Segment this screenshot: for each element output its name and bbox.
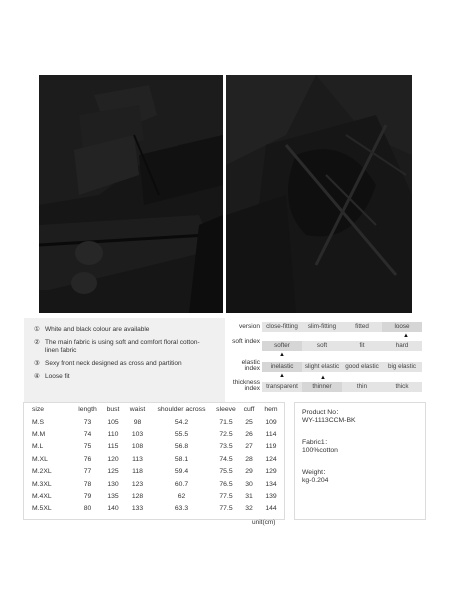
scale-options bbox=[262, 341, 422, 351]
header-size: size bbox=[32, 406, 45, 413]
scale-marker-icon: ▲ bbox=[279, 352, 285, 358]
feature-item bbox=[34, 360, 221, 368]
feature-text: The main fabric is using soft and comfort floral cotton-linen fabric bbox=[45, 339, 200, 354]
table-cell: 78 bbox=[83, 480, 92, 488]
table-cell: 29 bbox=[245, 468, 253, 476]
header-cuff: cuff bbox=[243, 406, 255, 413]
feature-number: ③ bbox=[34, 360, 40, 367]
scale-option: slim-fitting bbox=[307, 323, 337, 330]
feature-item bbox=[34, 326, 221, 334]
table-row bbox=[24, 453, 284, 465]
table-cell: M.XL bbox=[32, 455, 48, 463]
table-cell: M.S bbox=[32, 418, 45, 426]
product-number-label: Product No： bbox=[302, 409, 343, 416]
table-cell: 74.5 bbox=[219, 455, 233, 463]
feature-number: ① bbox=[34, 326, 40, 333]
table-cell: 105 bbox=[107, 418, 119, 426]
feature-text: White and black colour are available bbox=[45, 326, 150, 333]
table-cell: 25 bbox=[245, 418, 253, 426]
table-cell: 72.5 bbox=[219, 431, 233, 439]
table-cell: 79 bbox=[83, 493, 92, 501]
scale-option: hard bbox=[395, 342, 409, 349]
product-info-box bbox=[294, 402, 426, 520]
table-cell: 103 bbox=[131, 431, 144, 439]
scale-option: soft bbox=[316, 342, 328, 349]
product-number bbox=[302, 409, 425, 425]
product-fabric bbox=[302, 439, 425, 455]
table-cell: 60.7 bbox=[174, 480, 189, 488]
table-cell: 32 bbox=[245, 505, 253, 513]
table-cell: 80 bbox=[83, 505, 92, 513]
neck-detail-image bbox=[226, 75, 412, 313]
table-cell: 120 bbox=[107, 455, 119, 463]
table-cell: 54.2 bbox=[174, 418, 189, 426]
table-cell: 110 bbox=[107, 431, 119, 439]
sleeve-detail-image bbox=[39, 75, 223, 313]
table-row bbox=[24, 503, 284, 515]
table-cell: 56.8 bbox=[174, 443, 189, 451]
scale-option: big elastic bbox=[387, 363, 416, 370]
feature-number: ④ bbox=[34, 373, 40, 380]
scale-soft-index bbox=[230, 338, 425, 359]
table-cell: 55.5 bbox=[174, 431, 189, 439]
weight-value: kg-0.204 bbox=[302, 477, 329, 484]
table-row bbox=[24, 478, 284, 490]
table-cell: 26 bbox=[245, 431, 253, 439]
size-table-body bbox=[24, 416, 284, 515]
table-cell: 77 bbox=[83, 468, 92, 476]
sleeve-detail-photo bbox=[39, 75, 223, 313]
feature-item bbox=[34, 373, 221, 381]
table-cell: 115 bbox=[107, 443, 119, 451]
size-table-header bbox=[24, 403, 284, 416]
feature-number: ② bbox=[34, 339, 40, 346]
table-cell: 109 bbox=[265, 418, 277, 426]
table-row bbox=[24, 428, 284, 440]
scale-marker-icon: ▲ bbox=[279, 373, 285, 379]
header-bust: bust bbox=[106, 406, 120, 413]
scale-option: close-fitting bbox=[266, 323, 298, 330]
scale-options bbox=[262, 322, 422, 332]
table-cell: 62 bbox=[177, 493, 186, 501]
table-cell: 114 bbox=[265, 431, 277, 439]
table-cell: M.M bbox=[32, 431, 46, 439]
table-cell: 59.4 bbox=[174, 468, 189, 476]
table-cell: 130 bbox=[107, 480, 119, 488]
table-cell: 76.5 bbox=[219, 480, 233, 488]
scale-option: thinner bbox=[302, 382, 342, 392]
table-cell: 125 bbox=[107, 468, 119, 476]
feature-text: Sexy front neck designed as cross and partition bbox=[45, 360, 182, 367]
scale-label: thickness index bbox=[232, 379, 260, 392]
table-cell: M.4XL bbox=[32, 493, 52, 501]
size-table bbox=[23, 402, 285, 520]
table-cell: 75.5 bbox=[219, 468, 233, 476]
table-cell: 63.3 bbox=[174, 505, 189, 513]
table-cell: 31 bbox=[245, 493, 253, 501]
scale-label: elastic index bbox=[241, 359, 260, 372]
table-cell: 73.5 bbox=[219, 443, 233, 451]
header-sleeve: sleeve bbox=[216, 406, 236, 413]
scale-option: fit bbox=[359, 342, 365, 349]
header-shoulder-across: shoulder across bbox=[157, 406, 206, 413]
table-cell: 98 bbox=[133, 418, 142, 426]
table-cell: 71.5 bbox=[219, 418, 233, 426]
table-cell: 77.5 bbox=[219, 493, 233, 501]
table-cell: 113 bbox=[132, 455, 143, 463]
table-cell: 124 bbox=[265, 455, 277, 463]
scale-marker-icon: ▲ bbox=[320, 375, 326, 381]
neck-detail-photo bbox=[226, 75, 412, 313]
table-row bbox=[24, 416, 284, 428]
table-cell: 144 bbox=[265, 505, 277, 513]
scale-marker-icon: ▲ bbox=[403, 333, 409, 339]
table-cell: 27 bbox=[245, 443, 253, 451]
unit-label: unit(cm) bbox=[252, 519, 276, 526]
scale-option: transparent bbox=[266, 383, 298, 390]
scale-options bbox=[262, 382, 422, 392]
table-cell: 135 bbox=[107, 493, 119, 501]
table-row bbox=[24, 490, 284, 502]
features-panel bbox=[24, 318, 225, 402]
table-cell: 108 bbox=[131, 443, 144, 451]
header-length: length bbox=[78, 406, 97, 413]
feature-item bbox=[34, 339, 221, 355]
table-cell: 123 bbox=[131, 480, 144, 488]
product-weight bbox=[302, 469, 425, 485]
scale-option: softer bbox=[262, 341, 302, 351]
scale-label: soft index bbox=[232, 338, 260, 345]
table-row bbox=[24, 441, 284, 453]
table-cell: 133 bbox=[131, 505, 144, 513]
table-cell: M.3XL bbox=[32, 480, 52, 488]
table-cell: 128 bbox=[131, 493, 144, 501]
scale-label: version bbox=[239, 323, 260, 330]
table-cell: 74 bbox=[83, 431, 92, 439]
table-cell: 58.1 bbox=[174, 455, 189, 463]
product-number-value: WY-1113CCM-BK bbox=[302, 417, 356, 424]
scale-option: loose bbox=[382, 322, 422, 332]
table-cell: 129 bbox=[265, 468, 277, 476]
table-cell: M.2XL bbox=[32, 468, 52, 476]
header-waist: waist bbox=[129, 406, 146, 413]
table-cell: 77.5 bbox=[219, 505, 233, 513]
weight-label: Weight： bbox=[302, 469, 330, 476]
table-cell: 134 bbox=[265, 480, 277, 488]
table-row bbox=[24, 466, 284, 478]
feature-text: Loose fit bbox=[45, 373, 70, 380]
table-cell: 119 bbox=[265, 443, 277, 451]
table-cell: 118 bbox=[132, 468, 143, 476]
table-cell: M.L bbox=[32, 443, 44, 451]
scale-option: inelastic bbox=[262, 362, 302, 372]
table-cell: 140 bbox=[107, 505, 119, 513]
fabric-label: Fabric1： bbox=[302, 439, 332, 446]
table-cell: 73 bbox=[83, 418, 92, 426]
scale-options bbox=[262, 362, 422, 372]
scale-option: good elastic bbox=[345, 363, 379, 370]
scale-elastic-index bbox=[230, 359, 425, 380]
header-hem: hem bbox=[264, 406, 278, 413]
scale-option: thick bbox=[395, 383, 409, 390]
scale-option: fitted bbox=[355, 323, 369, 330]
table-cell: 28 bbox=[245, 455, 253, 463]
property-scales bbox=[230, 320, 425, 398]
scale-thickness-index bbox=[230, 375, 425, 398]
fabric-value: 100%cotton bbox=[302, 447, 338, 454]
table-cell: M.5XL bbox=[32, 505, 52, 513]
table-cell: 30 bbox=[245, 480, 253, 488]
table-cell: 75 bbox=[83, 443, 92, 451]
scale-option: thin bbox=[356, 383, 368, 390]
table-cell: 139 bbox=[265, 493, 277, 501]
table-cell: 76 bbox=[83, 455, 92, 463]
scale-option: slight elastic bbox=[304, 363, 340, 370]
